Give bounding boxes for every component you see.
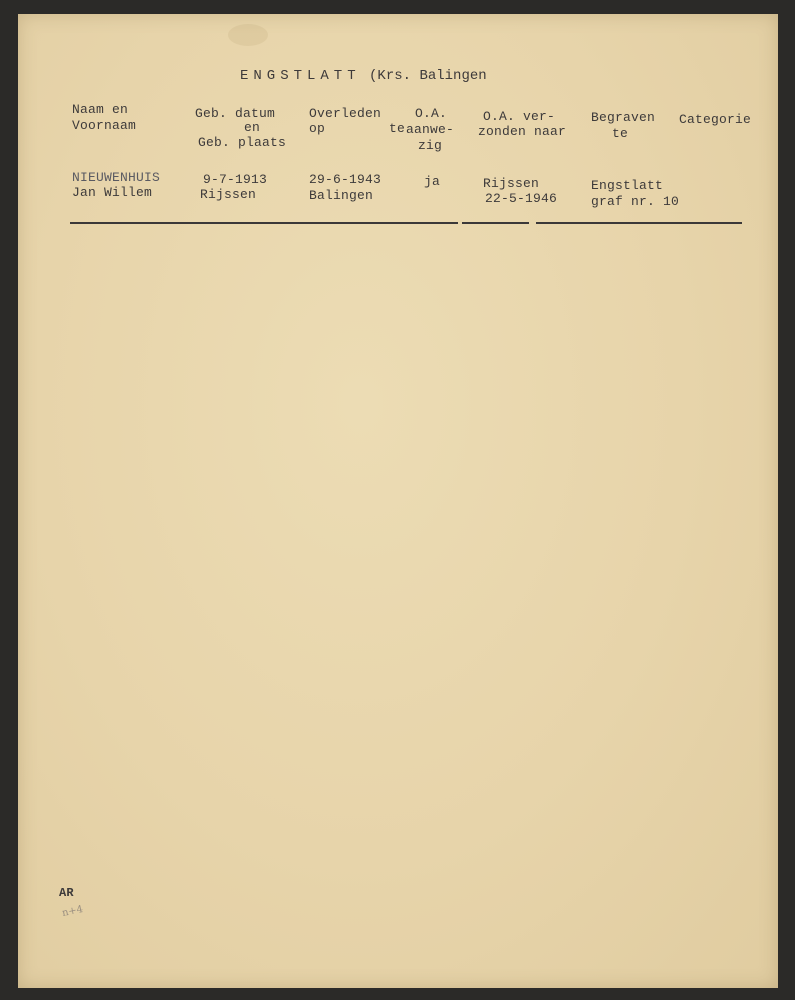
header-buried-line2: te — [612, 126, 629, 141]
header-birth-line3: Geb. plaats — [198, 135, 287, 150]
header-oa-sent-line2: zonden naar — [478, 124, 567, 139]
record-sent-to-place: Rijssen — [483, 176, 540, 191]
header-death-line1: Overleden — [309, 106, 382, 121]
record-oa-present: ja — [424, 174, 441, 189]
paper-stain — [228, 24, 268, 46]
record-surname: NIEUWENHUIS — [72, 170, 161, 185]
header-oa-sent-line1: O.A. ver- — [483, 109, 556, 124]
header-category: Categorie — [679, 112, 752, 127]
rule-break — [529, 220, 536, 225]
place-name: ENGSTLATT — [240, 68, 361, 84]
pencil-note: n+4 — [61, 903, 85, 920]
header-name-line1: Naam en — [72, 102, 129, 117]
initials-stamp: AR — [59, 886, 74, 900]
rule-break — [458, 220, 462, 225]
header-birth-line2: en — [244, 120, 261, 135]
record-death-place: Balingen — [309, 188, 374, 203]
record-card — [18, 14, 778, 988]
record-burial-place: Engstlatt — [591, 178, 664, 193]
header-oa-present-line3: zig — [418, 138, 443, 153]
header-death-line2: op te — [309, 121, 406, 136]
record-given-names: Jan Willem — [72, 185, 153, 200]
card-title — [240, 68, 487, 84]
record-sent-date: 22-5-1946 — [485, 191, 558, 206]
header-name-line2: Voornaam — [72, 118, 137, 133]
header-buried-line1: Begraven — [591, 110, 656, 125]
header-birth-line1: Geb. datum — [195, 106, 276, 121]
record-birth-date: 9-7-1913 — [203, 172, 268, 187]
header-oa-present-line2: aanwe- — [406, 122, 455, 137]
record-birth-place: Rijssen — [200, 187, 257, 202]
record-grave: graf nr. 10 — [591, 194, 680, 209]
district-name: (Krs. Balingen — [369, 68, 487, 84]
header-oa-present-line1: O.A. — [415, 106, 448, 121]
record-death-date: 29-6-1943 — [309, 172, 382, 187]
row-underline — [70, 222, 742, 224]
